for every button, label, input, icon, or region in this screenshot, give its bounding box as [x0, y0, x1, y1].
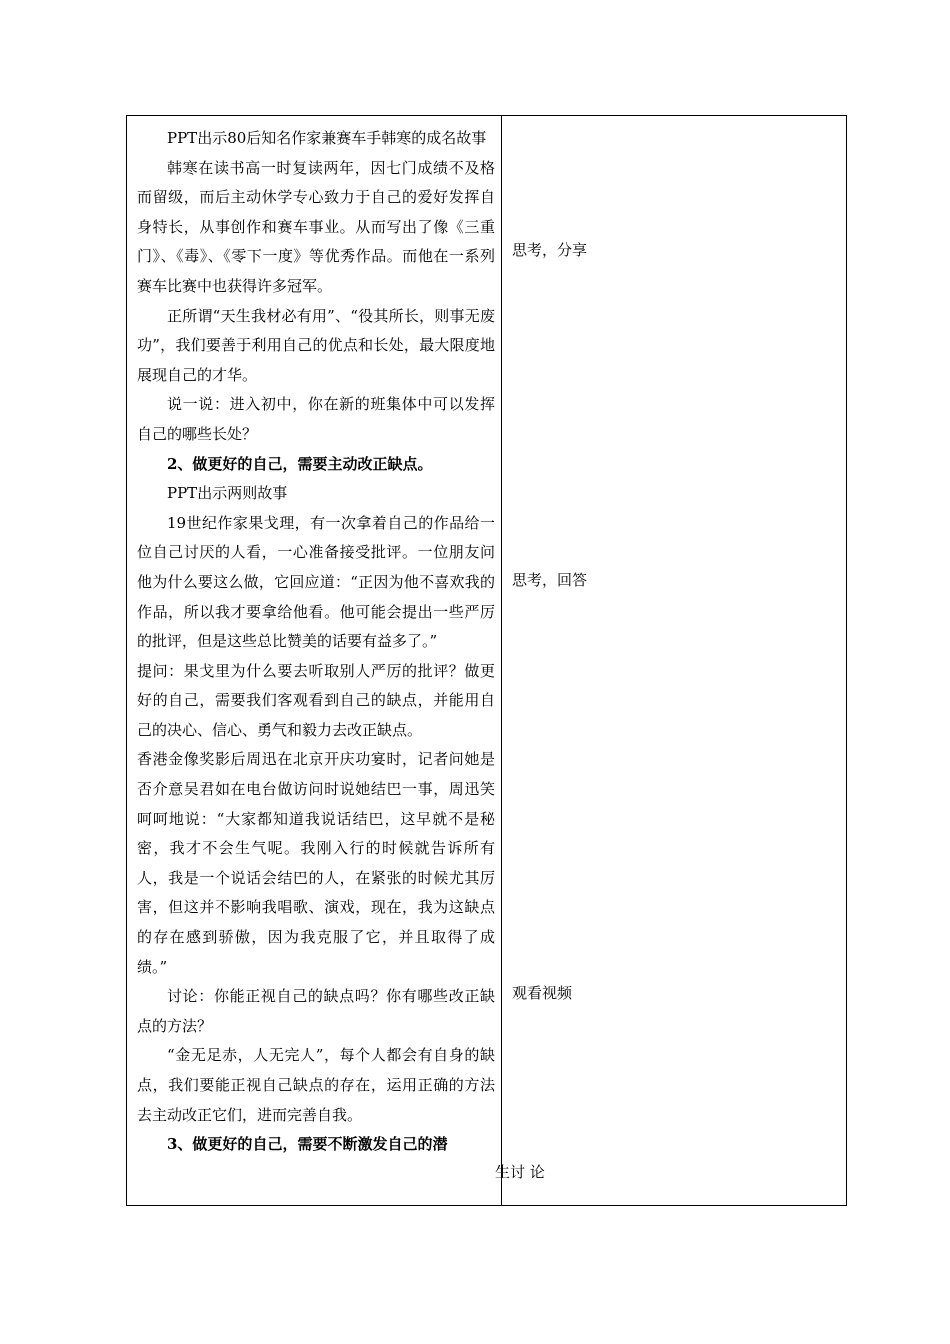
paragraph-question: 提问：果戈里为什么要去听取别人严厉的批评？做更好的自己，需要我们客观看到自己的缺点，并能用自己的决心、信心、勇气和毅力去改正缺点。 — [137, 661, 495, 739]
column-divider — [501, 116, 502, 1205]
paragraph-zhouxun-story: 香港金像奖影后周迅在北京开庆功宴时，记者问她是否介意吴君如在电台做访问时说她结巴一事，周迅笑呵呵地说：“大家都知道我说话结巴，这早就不是秘密，我才不会生气呢。我刚入行的时候就告诉所有人，我是一个说话会结巴的人，在紧张的时候尤其厉害，但这并不影响我唱歌、演戏，现在，我为这缺点的存在感到骄傲，因为我克服了它，并且取得了成绩。” — [137, 750, 495, 976]
lesson-table — [126, 115, 847, 1206]
student-activity-discuss: 生讨 论 — [495, 1163, 545, 1181]
paragraph-ppt-story: PPT出示80后知名作家兼赛车手韩寒的成名故事 — [167, 129, 487, 147]
paragraph-ppt-two-stories: PPT出示两则故事 — [167, 484, 288, 503]
student-activity-answer: 思考，回答 — [512, 571, 588, 589]
student-activity-video: 观看视频 — [512, 984, 573, 1002]
paragraph-hanhan-story: 韩寒在读书高一时复读两年，因七门成绩不及格而留级，而后主动休学专心致力于自己的爱好发挥自身特长，从事创作和赛车事业。从而写出了像《三重门》、《毒》、《零下一度》等优秀作品。而他在一系列赛车比赛中也获得许多冠军。 — [137, 158, 495, 295]
student-activity-share: 思考，分享 — [512, 241, 588, 259]
paragraph-conclusion: “金无足赤，人无完人”，每个人都会有自身的缺点，我们要能正视自己缺点的存在，运用正确的方法去主动改正它们，进而完善自我。 — [137, 1046, 495, 1124]
paragraph-discussion: 讨论：你能正视自己的缺点吗？你有哪些改正缺点的方法？ — [137, 987, 495, 1035]
paragraph-gogol-story: 19世纪作家果戈理，有一次拿着自己的作品给一位自己讨厌的人看，一心准备接受批评。一位朋友问他为什么要这么做，它回应道：“正因为他不喜欢我的作品，所以我才要拿给他看。他可能会提出一些严厉的批评，但是这些总比赞美的话要有益多了。” — [137, 513, 495, 651]
section-heading-3: 3、做更好的自己，需要不断激发自己的潜 — [167, 1135, 448, 1154]
paragraph-discussion-prompt: 说一说：进入初中，你在新的班集体中可以发挥自己的哪些长处？ — [137, 395, 495, 443]
paragraph-talent-quote: 正所谓“天生我材必有用”、“役其所长，则事无废功”，我们要善于利用自己的优点和长处，最大限度地展现自己的才华。 — [137, 306, 495, 384]
section-heading-2: 2、做更好的自己，需要主动改正缺点。 — [167, 454, 433, 473]
teaching-content-column — [137, 124, 495, 1160]
